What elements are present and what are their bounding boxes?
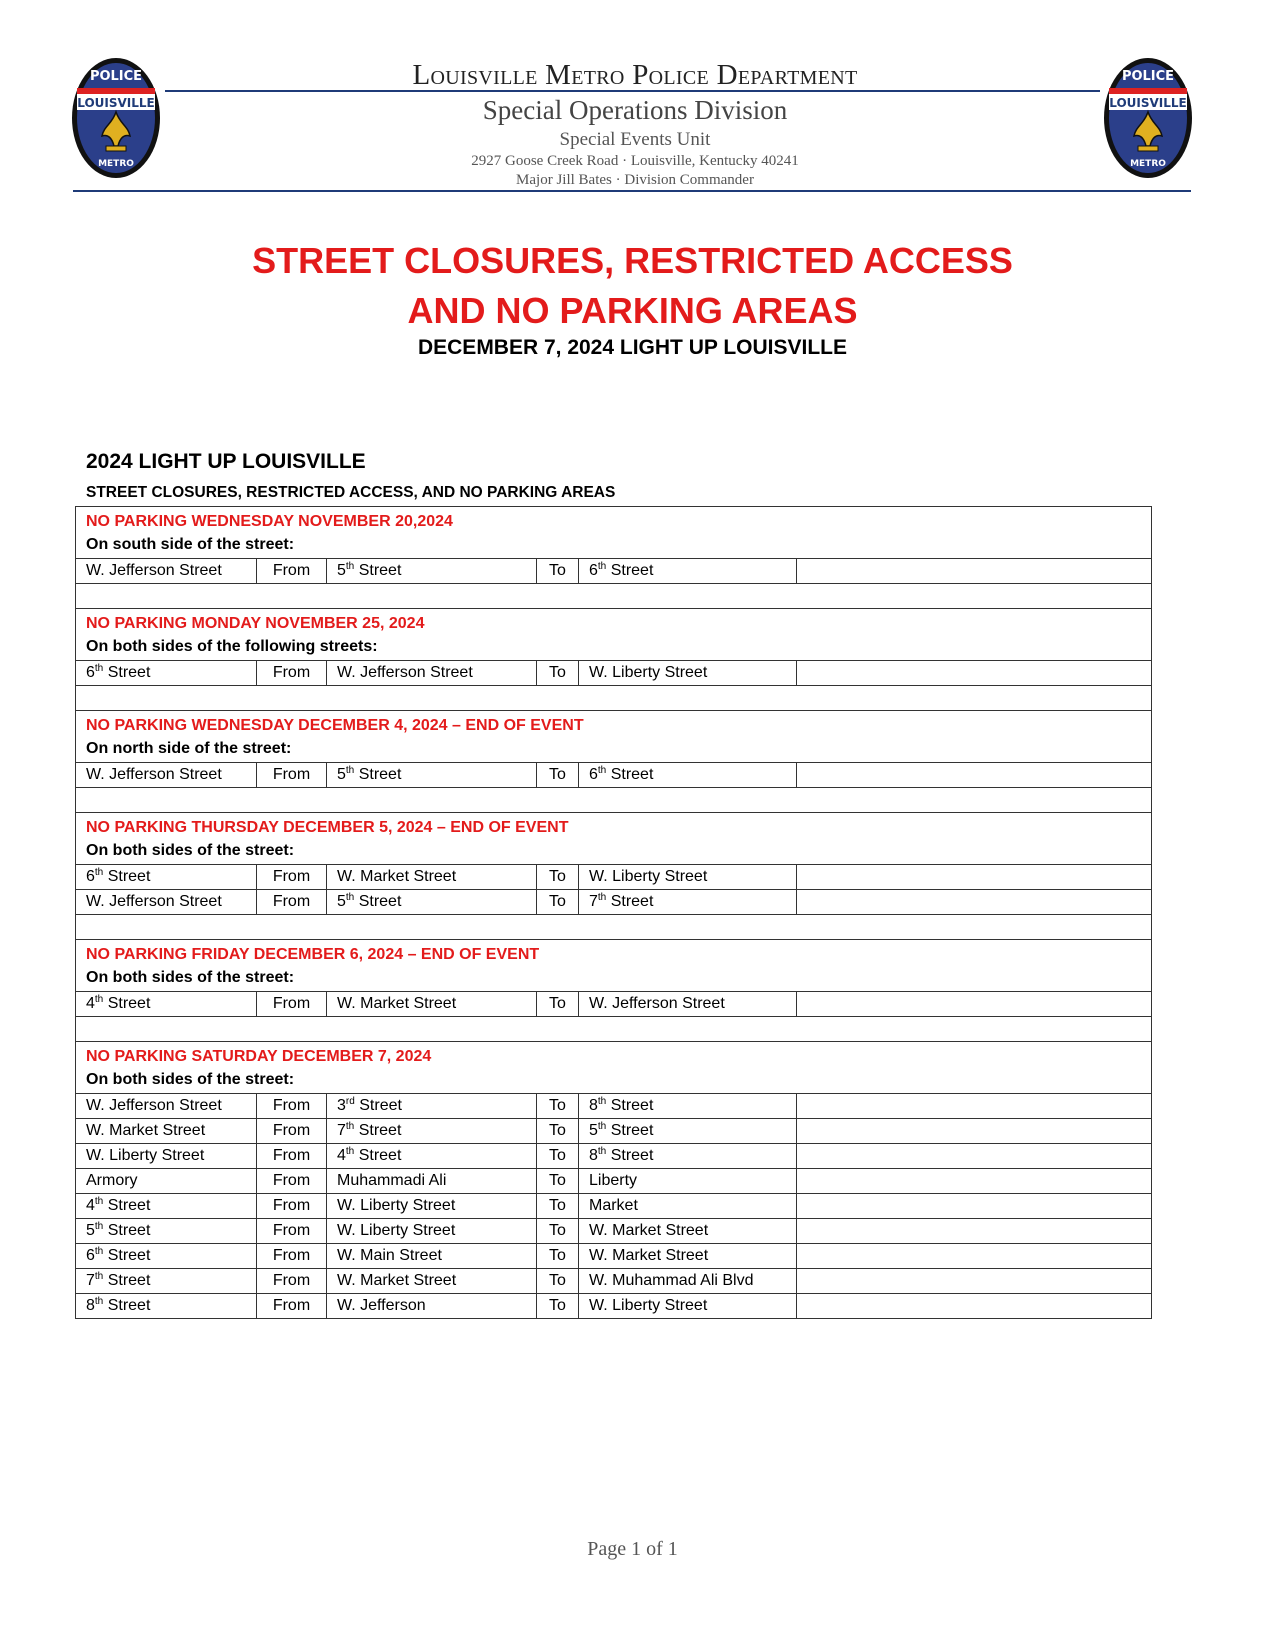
street-cell: Armory [76,1169,257,1194]
blank-cell [797,1219,1152,1244]
to-cell: To [537,865,579,890]
end-cell: W. Liberty Street [579,1294,797,1319]
section-date-heading: NO PARKING THURSDAY DECEMBER 5, 2024 – END OF EVENT [86,819,569,836]
blank-cell [797,1119,1152,1144]
end-cell: W. Market Street [579,1244,797,1269]
start-cell: W. Liberty Street [327,1194,537,1219]
blank-cell [797,1269,1152,1294]
street-cell: W. Market Street [76,1119,257,1144]
section-note: On both sides of the street: [86,1071,295,1088]
blank-cell [797,1169,1152,1194]
street-cell: W. Jefferson Street [76,890,257,915]
letterhead [160,58,1110,190]
section-note: On both sides of the street: [86,969,295,986]
end-cell: 7th Street [579,890,797,915]
table-row [76,1144,1152,1169]
start-cell: 5th Street [327,763,537,788]
svg-text:METRO: METRO [1130,159,1166,169]
street-cell: 4th Street [76,1194,257,1219]
section-note: On south side of the street: [86,536,295,553]
table-row [76,1169,1152,1194]
department-name: Louisville Metro Police Department [412,59,858,91]
end-cell: 6th Street [579,559,797,584]
from-cell: From [257,992,327,1017]
table-row [76,865,1152,890]
blank-cell [797,1144,1152,1169]
section-header-row [76,507,1152,559]
police-badge-right-icon [1100,54,1196,182]
from-cell: From [257,559,327,584]
start-cell: W. Market Street [327,865,537,890]
from-cell: From [257,1169,327,1194]
title-line-1: STREET CLOSURES, RESTRICTED ACCESS [252,240,1013,281]
section-date-heading: NO PARKING WEDNESDAY DECEMBER 4, 2024 – END OF EVENT [86,717,584,734]
to-cell: To [537,1144,579,1169]
title-line-2: AND NO PARKING AREAS [407,290,858,331]
unit-name: Special Events Unit [559,129,711,150]
to-cell: To [537,1244,579,1269]
street-cell: W. Liberty Street [76,1144,257,1169]
start-cell: W. Market Street [327,1269,537,1294]
to-cell: To [537,661,579,686]
street-cell: 6th Street [76,865,257,890]
division-name: Special Operations Division [482,95,788,125]
street-cell: W. Jefferson Street [76,763,257,788]
to-cell: To [537,1294,579,1319]
blank-cell [797,763,1152,788]
from-cell: From [257,1294,327,1319]
start-cell: W. Market Street [327,992,537,1017]
page-subtitle: DECEMBER 7, 2024 LIGHT UP LOUISVILLE [417,336,848,359]
section-header-row [76,711,1152,763]
start-cell: 5th Street [327,890,537,915]
end-cell: 8th Street [579,1094,797,1119]
from-cell: From [257,1219,327,1244]
blank-cell [797,1194,1152,1219]
table-row [76,559,1152,584]
to-cell: To [537,763,579,788]
end-cell: 8th Street [579,1144,797,1169]
start-cell: W. Main Street [327,1244,537,1269]
table-row [76,1269,1152,1294]
police-badge-left-icon [68,54,164,182]
start-cell: W. Liberty Street [327,1219,537,1244]
svg-text:LOUISVILLE: LOUISVILLE [77,96,155,110]
spacer-row [76,1017,1152,1042]
from-cell: From [257,1244,327,1269]
street-cell: 6th Street [76,1244,257,1269]
to-cell: To [537,890,579,915]
end-cell: Liberty [579,1169,797,1194]
street-cell: W. Jefferson Street [76,559,257,584]
from-cell: From [257,661,327,686]
blank-cell [797,992,1152,1017]
blank-cell [797,1244,1152,1269]
from-cell: From [257,1144,327,1169]
section-date-heading: NO PARKING FRIDAY DECEMBER 6, 2024 – END OF EVENT [86,946,540,963]
to-cell: To [537,1219,579,1244]
to-cell: To [537,1194,579,1219]
from-cell: From [257,763,327,788]
end-cell: W. Liberty Street [579,661,797,686]
start-cell: 3rd Street [327,1094,537,1119]
spacer-row [76,915,1152,940]
section-date-heading: NO PARKING MONDAY NOVEMBER 25, 2024 [86,615,425,632]
to-cell: To [537,1094,579,1119]
street-cell: 6th Street [76,661,257,686]
blank-cell [797,1094,1152,1119]
from-cell: From [257,890,327,915]
section-subheading: STREET CLOSURES, RESTRICTED ACCESS, AND NO PARKING AREAS [86,484,616,501]
table-row [76,763,1152,788]
from-cell: From [257,1269,327,1294]
page-footer: Page 1 of 1 [587,1538,678,1560]
table-row [76,890,1152,915]
spacer-row [76,584,1152,609]
start-cell: 5th Street [327,559,537,584]
svg-text:METRO: METRO [98,159,134,169]
to-cell: To [537,559,579,584]
end-cell: W. Jefferson Street [579,992,797,1017]
to-cell: To [537,1169,579,1194]
section-note: On both sides of the street: [86,842,295,859]
section-header-row [76,940,1152,992]
svg-text:POLICE: POLICE [1121,69,1175,84]
table-row [76,1194,1152,1219]
closures-table [75,506,1152,1319]
end-cell: Market [579,1194,797,1219]
section-note: On both sides of the following streets: [86,638,378,655]
start-cell: Muhammadi Ali [327,1169,537,1194]
end-cell: W. Market Street [579,1219,797,1244]
svg-text:POLICE: POLICE [89,69,143,84]
street-cell: W. Jefferson Street [76,1094,257,1119]
commander: Major Jill Bates · Division Commander [516,172,754,188]
section-header-row [76,609,1152,661]
page-title [0,236,1265,336]
section-date-heading: NO PARKING SATURDAY DECEMBER 7, 2024 [86,1048,432,1065]
spacer-row [76,686,1152,711]
to-cell: To [537,1269,579,1294]
table-row [76,1294,1152,1319]
spacer-row [76,788,1152,813]
blank-cell [797,559,1152,584]
blank-cell [797,661,1152,686]
start-cell: W. Jefferson [327,1294,537,1319]
section-date-heading: NO PARKING WEDNESDAY NOVEMBER 20,2024 [86,513,453,530]
section-header-row [76,1042,1152,1094]
letterhead-rule-bottom [73,190,1191,192]
blank-cell [797,890,1152,915]
section-header-row [76,813,1152,865]
street-cell: 4th Street [76,992,257,1017]
street-cell: 7th Street [76,1269,257,1294]
from-cell: From [257,1119,327,1144]
table-row [76,661,1152,686]
svg-text:LOUISVILLE: LOUISVILLE [1109,96,1187,110]
end-cell: W. Muhammad Ali Blvd [579,1269,797,1294]
end-cell: 5th Street [579,1119,797,1144]
from-cell: From [257,1194,327,1219]
table-row [76,1219,1152,1244]
table-row [76,1119,1152,1144]
blank-cell [797,1294,1152,1319]
street-cell: 5th Street [76,1219,257,1244]
end-cell: W. Liberty Street [579,865,797,890]
end-cell: 6th Street [579,763,797,788]
street-cell: 8th Street [76,1294,257,1319]
table-row [76,992,1152,1017]
start-cell: 7th Street [327,1119,537,1144]
start-cell: W. Jefferson Street [327,661,537,686]
to-cell: To [537,1119,579,1144]
address: 2927 Goose Creek Road · Louisville, Kentucky 40241 [471,153,799,169]
to-cell: To [537,992,579,1017]
section-note: On north side of the street: [86,740,292,757]
from-cell: From [257,865,327,890]
table-row [76,1094,1152,1119]
table-row [76,1244,1152,1269]
start-cell: 4th Street [327,1144,537,1169]
from-cell: From [257,1094,327,1119]
blank-cell [797,865,1152,890]
section-heading: 2024 LIGHT UP LOUISVILLE [86,450,366,473]
